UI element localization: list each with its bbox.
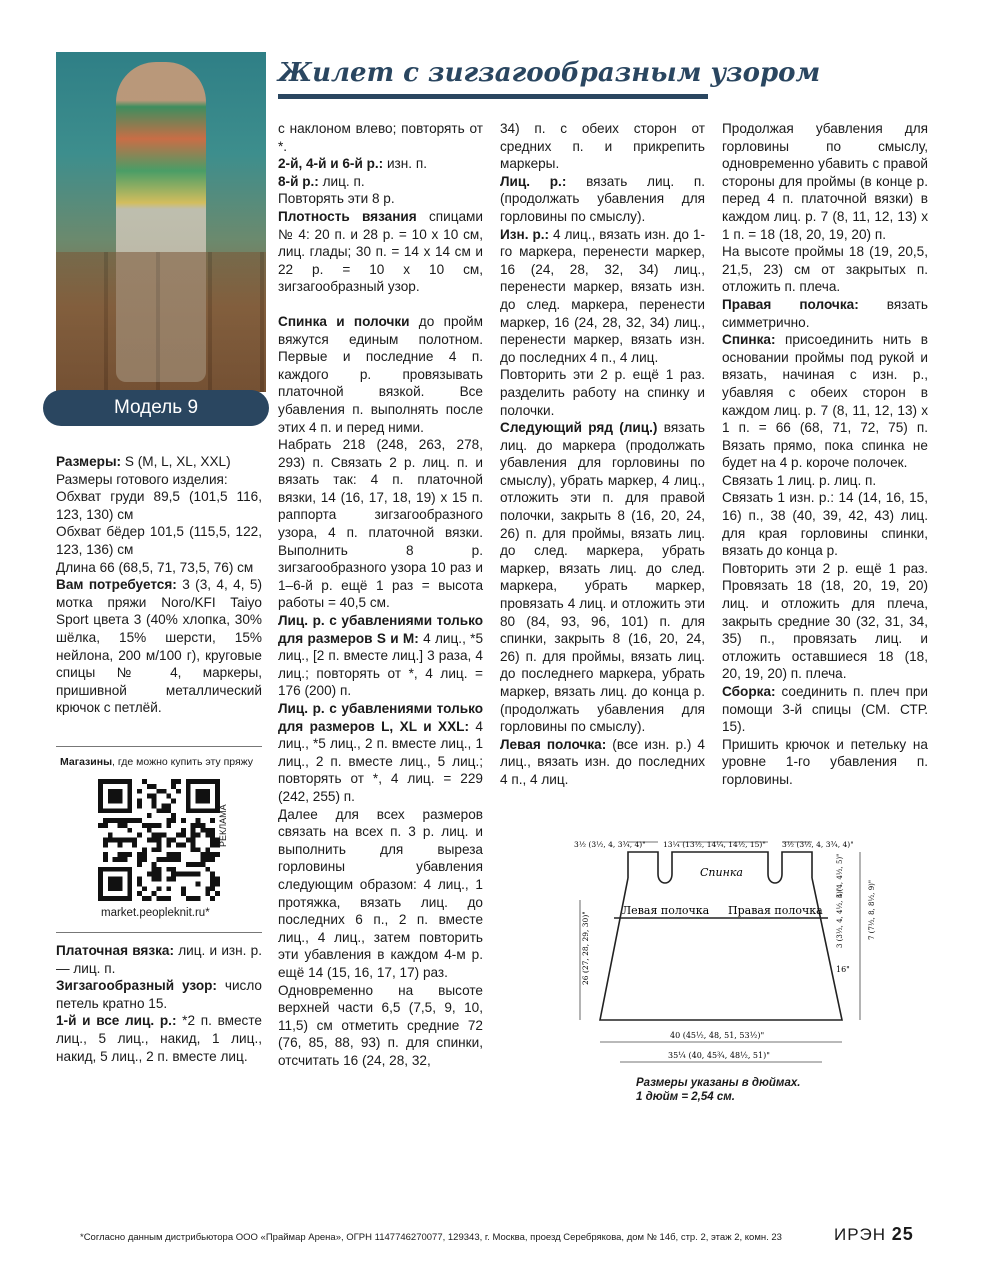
- drawers-background: [56, 252, 266, 392]
- paragraph: [722, 120, 928, 243]
- paragraph: [56, 977, 262, 1012]
- paragraph-text: Повторить эти 2 р. ещё 1 раз. Провязать 18 (18, 20, 19, 20) лиц. и отложить для плеча, закрыть средние 30 (32, 31, 34, 35) п., провязать лиц. и отложить оставшиеся 18 (18, 20, 19, 20) п. плеча.: [722, 560, 928, 682]
- paragraph-text: соединить п. плеч при помощи 3-й спицы (СМ. СТР. 15).: [722, 684, 928, 735]
- paragraph: [56, 523, 262, 558]
- paragraph-text: с наклоном влево; повторять от *.: [278, 121, 483, 154]
- dim-right-top: 4 (4, 4½, 5)": [836, 853, 844, 898]
- qr-code[interactable]: [98, 779, 220, 901]
- shops-block: [56, 746, 262, 927]
- paragraph-text: вязать лиц. до маркера (продолжать убавления для горловины по смыслу), убрать маркер, 4 лиц., отложить эти п. для правой полочки, закрыть 8 (16, 20, 24, 26) п. для проймы, вязать лиц. до след. маркера, убрать маркер, вязать лиц. до след. маркера, убрать маркер, провязать 4 лиц. и отложить эти 80 (84, 93, 96, 101) п. для спинки, закрыть 8 (16, 20, 24, 26) п. для проймы, вязать лиц. до последнего маркера, убрать маркер, вязать лиц. до конца р. (продолжать убавления для горловины по смыслу).: [500, 420, 705, 735]
- title-rule: [278, 94, 708, 99]
- paragraph-text: Обхват бёдер 101,5 (115,5, 122, 123, 136) см: [56, 524, 262, 557]
- dim-right-mid: 3 (3½, 4, 4½, 5)": [836, 887, 844, 948]
- paragraph-text: Обхват груди 89,5 (101,5 116, 123, 130) см: [56, 489, 262, 522]
- paragraph-text: Одновременно на высоте верхней части 6,5 (7,5, 9, 10, 11,5) см отметить средние 72 (76, 85, 88, 93) п. для спинки, отсчитать 16 (24, 28, 32,: [278, 982, 483, 1068]
- paragraph-gap: [278, 296, 483, 313]
- divider: [56, 932, 262, 933]
- schematic-diagram: [570, 830, 880, 1090]
- paragraph-text: лиц. п.: [318, 173, 365, 189]
- paragraph-text: вязать симметрично.: [722, 296, 928, 330]
- paragraph-heading: Сборка:: [722, 684, 776, 699]
- paragraph: [500, 736, 705, 789]
- paragraph-text: На высоте проймы 18 (19, 20,5, 21,5, 23) см от закрытых п. отложить п. плеча.: [722, 244, 928, 295]
- paragraph-text: число петель кратно 15.: [56, 978, 262, 1011]
- paragraph-heading: Спинка и полочки: [278, 313, 410, 329]
- paragraph: [722, 560, 928, 683]
- page-number: 25: [891, 1224, 914, 1244]
- dim-top-right: 3½ (3½, 4, 3¾, 4)": [782, 840, 854, 849]
- reklama-label: РЕКЛАМА: [218, 804, 228, 847]
- paragraph: [278, 700, 483, 806]
- paragraph-text: 4 лиц., вязать изн. до 1-го маркера, перенести маркер, 16 (24, 28, 32, 34) лиц., перенести маркер, вязать изн. до след. маркера, перенести маркер, 16 (24, 28, 32, 34) лиц., перенести маркер, вязать изн. до последних 4 п., 4 лиц.: [500, 226, 705, 365]
- paragraph-text: (все изн. р.) 4 лиц., вязать изн. до последних 4 п., 4 лиц.: [500, 736, 705, 787]
- paragraph: [56, 942, 262, 977]
- paragraph-text: вязать лиц. п. (продолжать убавления для горловины по смыслу).: [500, 173, 705, 224]
- units-note: Размеры указаны в дюймах. 1 дюйм = 2,54 см.: [636, 1077, 801, 1103]
- paragraph: [500, 366, 705, 419]
- paragraph-text: спицами № 4: 20 п. и 28 р. = 10 x 10 см, лиц. глады; 30 п. = 14 x 14 см и 22 р. = 10 x 10 см, зигзагообразный узор.: [278, 208, 483, 295]
- paragraph-heading: 1-й и все лиц. р.:: [56, 1013, 177, 1029]
- paragraph-heading: Лиц. р. с убавлениями только для размеров L, XL и XXL:: [278, 701, 483, 734]
- model-label: Модель 9: [43, 390, 269, 426]
- paragraph: [56, 488, 262, 523]
- paragraph-heading: Плотность вязания: [278, 208, 417, 224]
- paragraph-heading: Вам потребуется:: [56, 577, 177, 593]
- paragraph: [722, 331, 928, 472]
- paragraph: [278, 313, 483, 436]
- paragraph-heading: 2-й, 4-й и 6-й р.:: [278, 156, 384, 172]
- paragraph-text: 4 лиц., *5 лиц., [2 п. вместе лиц.] 3 раза, 4 лиц.; повторять от *, 4 лиц. = 176 (200) п.: [278, 630, 484, 699]
- paragraph: [722, 296, 928, 331]
- paragraph: [56, 1012, 262, 1065]
- column-3: [500, 120, 705, 789]
- paragraph-text: Повторять эти 8 р.: [278, 191, 395, 207]
- magazine-name: ИРЭН: [834, 1225, 887, 1244]
- model-photo: [56, 52, 266, 392]
- paragraph: [500, 173, 705, 226]
- paragraph-text: Повторить эти 2 р. ещё 1 раз. разделить работу на спинку и полочки.: [500, 367, 705, 418]
- paragraph: [56, 453, 262, 471]
- shop-url[interactable]: market.peopleknit.ru*: [101, 907, 210, 919]
- paragraph: [278, 190, 483, 208]
- paragraph-text: S (M, L, XL, XXL): [121, 454, 231, 469]
- paragraph-heading: Размеры:: [56, 454, 122, 469]
- dim-top-mid: 13¼ (13½, 14¼, 14½, 15)": [663, 840, 766, 849]
- paragraph: [278, 155, 483, 173]
- paragraph-text: изн. п.: [383, 156, 427, 172]
- paragraph-text: до пройм вяжутся единым полотном. Первые и последние 4 п. каждого р. провязывать платочной вязкой. Все убавления п. выполнять после этих 4 п. и перед ними.: [278, 313, 483, 435]
- paragraph-text: присоединить нить в основании проймы под рукой и вязать, начиная с изн. р., убавляя с обеих сторон в каждом лиц. р. 7 (8, 11, 12, 13) x 1 п. = 66 (68, 71, 72, 75) п. Вязать прямо, пока спинка не будет на 4 р. короче полочек.: [722, 332, 928, 471]
- paragraph: [56, 559, 262, 577]
- paragraph: [722, 489, 928, 559]
- paragraph-text: Связать 1 лиц. р. лиц. п.: [722, 472, 877, 488]
- paragraph: [500, 120, 705, 173]
- label-right-front: Правая полочка: [728, 904, 823, 917]
- paragraph-text: Далее для всех размеров связать на всех п. 3 р. лиц. и выполнить для выреза горловины убавления следующим образом: 4 лиц., 1 протяжка, вязать лиц. до последних 6 п., 2 п. вместе лиц., 4 лиц., затем повторить эти убавления в каждом 4-м р. ещё 14 (15, 16, 17, 17) раз.: [278, 806, 483, 980]
- paragraph: [500, 419, 705, 736]
- label-back: Спинка: [700, 866, 743, 879]
- paragraph-text: 4 лиц., *5 лиц., 2 п. вместе лиц., 1 лиц., 2 п. вместе лиц., 5 лиц.; повторять от *, 4 лиц. = 229 (242, 255) п.: [278, 718, 483, 804]
- paragraph-text: Продолжая убавления для горловины по смыслу, одновременно убавить с правой стороны для проймы (в конце р. перед 4 п. платочной вязки) в каждом лиц. р. 7 (8, 11, 12, 13) x 1 п. = 18 (18, 20, 19, 20) п.: [722, 121, 928, 242]
- column-1-bottom: [56, 942, 262, 1065]
- paragraph-text: лиц. и изн. р. — лиц. п.: [56, 943, 262, 976]
- paragraph: [56, 471, 262, 489]
- paragraph: [278, 612, 483, 700]
- dim-bottom-width-2: 35¼ (40, 45¾, 48½, 51)": [668, 1051, 770, 1060]
- paragraph-heading: 8-й р.:: [278, 173, 319, 189]
- paragraph: [500, 226, 705, 367]
- dim-left-height: 26 (27, 28, 29, 30)": [581, 911, 590, 985]
- paragraph: [278, 173, 483, 191]
- dim-right-armhole: 7 (7½, 8, 8½, 9)": [868, 879, 876, 940]
- paragraph-heading: Зигзагообразный узор:: [56, 978, 217, 994]
- paragraph-heading: Левая полочка:: [500, 736, 607, 752]
- paragraph-text: Длина 66 (68,5, 71, 73,5, 76) см: [56, 559, 254, 575]
- paragraph-heading: Следующий ряд (лиц.): [500, 420, 658, 436]
- paragraph: [56, 576, 262, 717]
- paragraph-text: Пришить крючок и петельку на уровне 1-го убавления п. горловины.: [722, 736, 928, 787]
- paragraph-text: 3 (3, 4, 4, 5) мотка пряжи Noro/KFI Taiyo Sport цвета 3 (40% хлопка, 30% шёлка, 15% шерсти, 15% нейлона, 200 м/100 г), круговые спицы № 4, маркеры, пришивной металлический крючок с петлёй.: [56, 577, 262, 716]
- column-1: [56, 453, 262, 717]
- paragraph: [278, 806, 483, 982]
- paragraph-heading: Изн. р.:: [500, 226, 550, 242]
- paragraph: [278, 208, 483, 296]
- dim-top-left: 3½ (3½, 4, 3¾, 4)": [574, 840, 646, 849]
- label-left-front: Левая полочка: [622, 904, 710, 917]
- paragraph: [278, 436, 483, 612]
- paragraph: [722, 683, 928, 736]
- paragraph: [278, 982, 483, 1070]
- brand-page-number: [834, 1224, 914, 1245]
- column-2: [278, 120, 483, 1069]
- shops-label: Магазины, где можно купить эту пряжу: [60, 756, 254, 768]
- paragraph-text: 34) п. с обеих сторон от средних п. и прикрепить маркеры.: [500, 121, 705, 172]
- paragraph: [722, 736, 928, 789]
- paragraph-heading: Спинка:: [722, 332, 776, 348]
- paragraph-text: Набрать 218 (248, 263, 278, 293) п. Связать 2 р. лиц. п. и вязать так: 4 п. платочной вязки, 14 (16, 17, 18, 19) x 15 п. раппорта зигзагообразного узора, 4 п. платочной вязки. Выполнить 8 р. зигзагообразного узора 10 раз и 1–6-й р. ещё 1 раз = высота работы = 40,5 см.: [278, 437, 483, 611]
- page-title: Жилет с зигзагообразным узором: [278, 58, 821, 88]
- paragraph-text: Связать 1 изн. р.: 14 (14, 16, 15, 16) п., 38 (40, 39, 42, 43) лиц. для края горловины спинки, вязать до конца р.: [722, 490, 928, 559]
- paragraph: [278, 120, 483, 155]
- dim-bottom-width: 40 (45½, 48, 51, 53½)": [670, 1031, 765, 1040]
- paragraph: [722, 472, 928, 490]
- paragraph: [722, 243, 928, 296]
- paragraph-heading: Правая полочка:: [722, 296, 859, 312]
- paragraph-text: Размеры готового изделия:: [56, 471, 228, 487]
- footer-note: *Согласно данным дистрибьютора ООО «Праймар Арена», ОГРН 1147746270077, 129343, г. Москва, проезд Серебрякова, дом № 14б, стр. 2, этаж 2, комн. 23: [80, 1232, 782, 1243]
- paragraph-heading: Лиц. р. с убавлениями только для размеров S и M:: [278, 613, 483, 646]
- paragraph-text: *2 п. вместе лиц., 5 лиц., накид, 1 лиц., накид, 5 лиц., 2 п. вместе лиц.: [56, 1013, 262, 1064]
- column-4: [722, 120, 928, 789]
- paragraph-heading: Платочная вязка:: [56, 943, 174, 958]
- dim-right-low: 16": [836, 965, 850, 974]
- paragraph-heading: Лиц. р.:: [500, 173, 567, 189]
